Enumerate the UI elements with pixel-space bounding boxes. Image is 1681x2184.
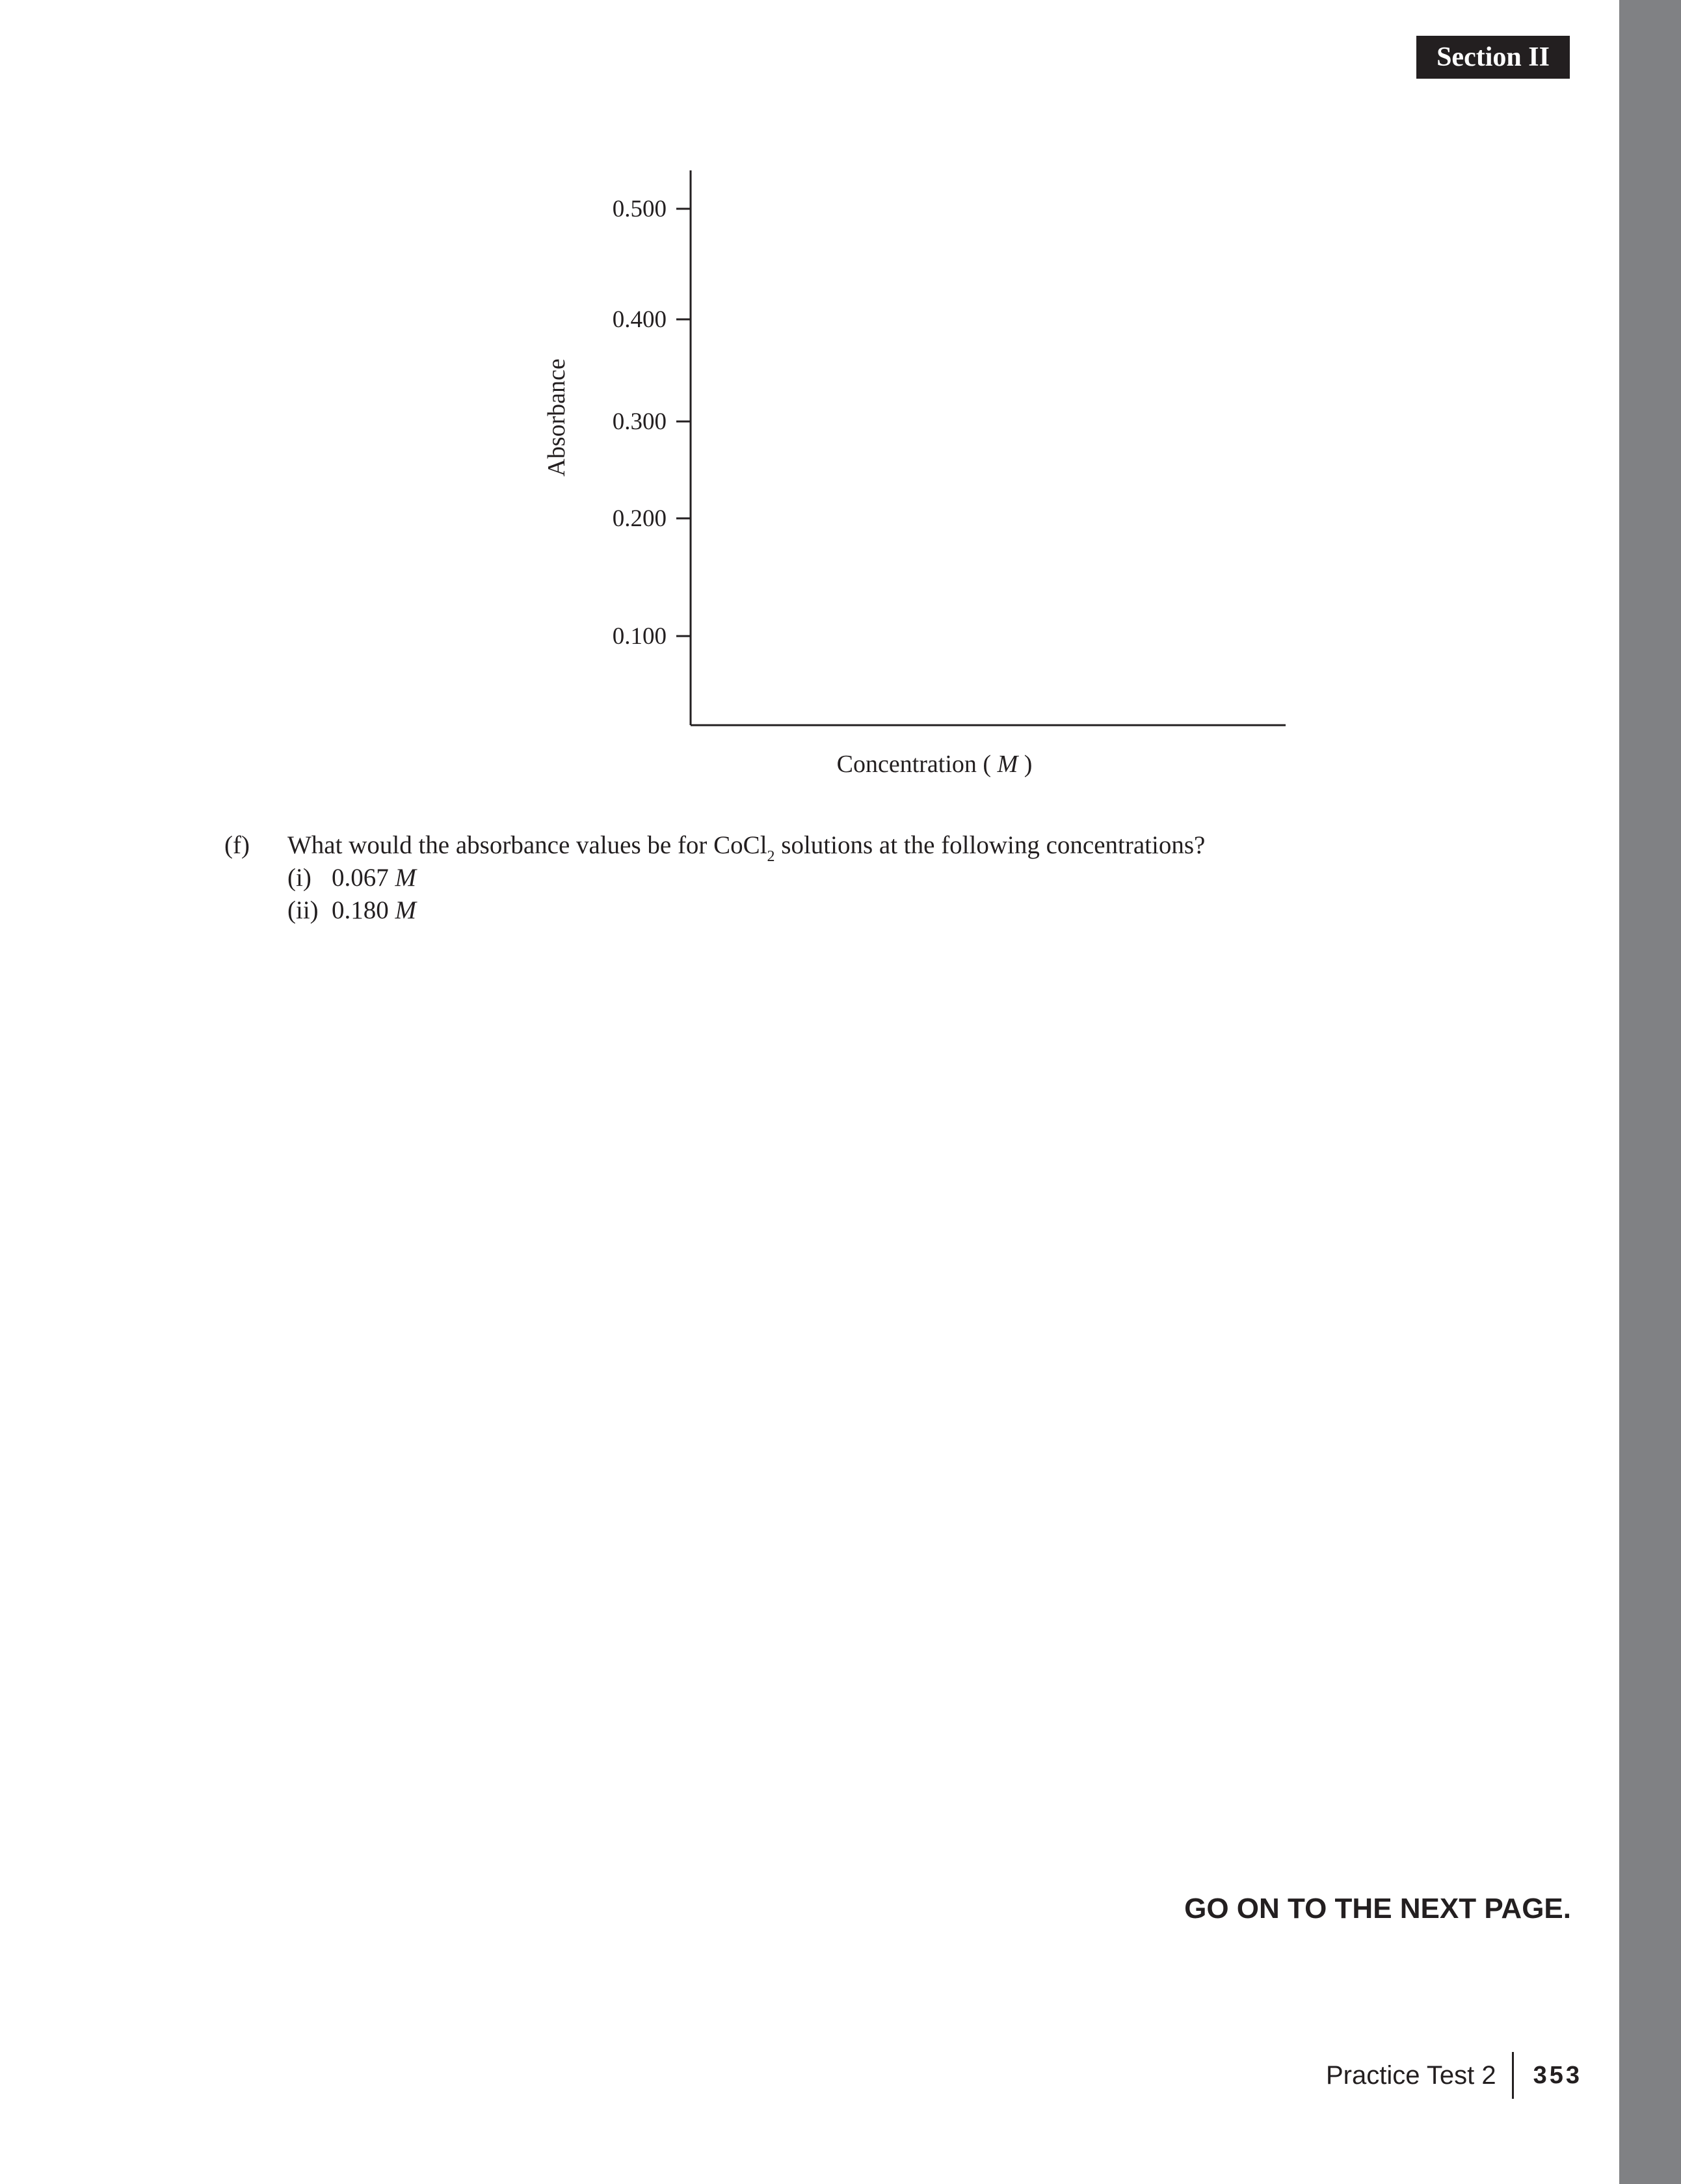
x-axis-label-open: ( — [983, 751, 992, 778]
y-tick-label: 0.300 — [612, 408, 667, 435]
item-number: (i) — [287, 864, 311, 892]
question-item-ii — [287, 894, 416, 927]
y-axis-label: Absorbance — [543, 358, 570, 477]
y-tick-label: 0.100 — [612, 623, 667, 650]
absorbance-chart — [0, 0, 1681, 800]
item-unit: M — [395, 896, 416, 924]
item-number: (ii) — [287, 896, 319, 924]
question-subscript: 2 — [767, 848, 775, 865]
x-axis-label-text: Concentration — [836, 751, 977, 778]
x-axis-label — [837, 751, 1033, 778]
item-unit: M — [395, 864, 416, 892]
section-badge: Section II — [1416, 36, 1570, 79]
question-text-before: What would the absorbance values be for CoCl — [287, 831, 767, 859]
y-tick-label: 0.400 — [612, 306, 667, 333]
page-footer — [1326, 2052, 1582, 2099]
question-text — [287, 829, 1205, 865]
x-axis-unit: M — [997, 751, 1018, 778]
question-letter: (f) — [224, 831, 250, 859]
question-item-i — [287, 862, 416, 894]
y-tick-label: 0.500 — [612, 196, 667, 222]
go-on-notice: GO ON TO THE NEXT PAGE. — [1184, 1893, 1571, 1924]
item-value: 0.067 — [332, 864, 389, 892]
page-number: 353 — [1533, 2061, 1582, 2089]
question-text-after: solutions at the following concentrations? — [774, 831, 1206, 859]
y-ticks — [613, 196, 691, 650]
footer-label: Practice Test 2 — [1325, 2060, 1496, 2090]
x-axis-label-close: ) — [1024, 751, 1033, 778]
item-value: 0.180 — [332, 896, 389, 924]
y-tick-label: 0.200 — [612, 505, 667, 532]
